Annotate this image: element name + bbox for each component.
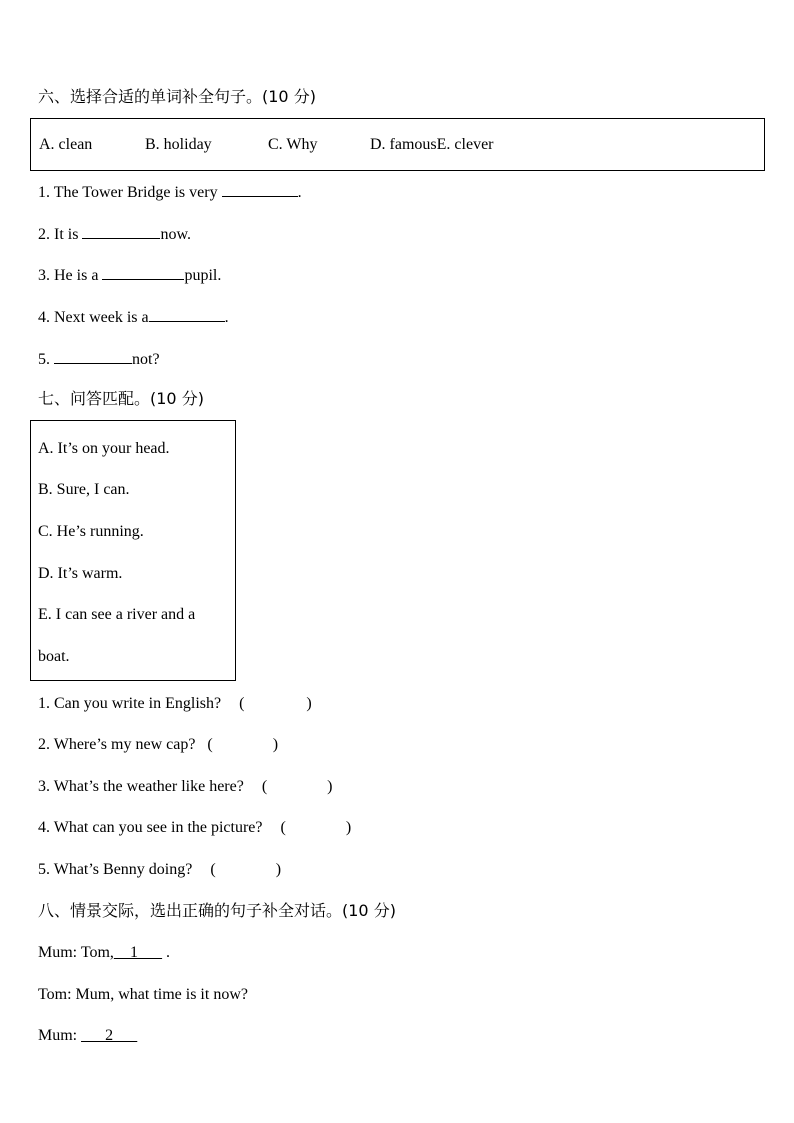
fill-question-2-text: 2. It is [38, 226, 83, 243]
fill-question-5-text: 5. [38, 351, 54, 368]
paren-open: ( [207, 736, 213, 753]
match-question-3-text: 3. What’s the weather like here? [38, 778, 244, 795]
fill-question-3-end: pupil. [184, 267, 222, 284]
paren-open: ( [239, 695, 245, 712]
paren-open: ( [280, 819, 286, 836]
word-option-d-e: D. famousE. clever [370, 136, 494, 153]
dialogue-blank-2[interactable]: ___2___ [81, 1027, 138, 1044]
section-8-heading: 八、情景交际，选出正确的句子补全对话。(10 分) [38, 901, 396, 920]
word-option-a: A. clean [39, 136, 93, 153]
answer-blank-2[interactable] [82, 224, 160, 239]
match-question-4 [38, 818, 351, 838]
paren-close: ) [275, 861, 282, 878]
dialogue-line-3-speaker: Mum: [38, 1027, 82, 1044]
match-question-2 [38, 735, 278, 755]
match-question-1 [38, 694, 312, 714]
answer-blank-4[interactable] [149, 307, 225, 322]
answer-blank-5[interactable] [54, 349, 132, 364]
section-7-heading: 七、问答匹配。(10 分) [38, 389, 204, 408]
answer-options-box [30, 420, 236, 681]
match-question-5 [38, 860, 281, 880]
answer-blank-1[interactable] [222, 182, 298, 197]
paren-close: ) [327, 778, 333, 795]
fill-question-4 [38, 307, 229, 328]
dialogue-line-1-end: . [161, 944, 170, 961]
match-question-2-text: 2. Where’s my new cap? [38, 736, 196, 753]
fill-question-1-text: 1. The Tower Bridge is very [38, 184, 222, 201]
answer-option-e-continued: boat. [38, 648, 70, 665]
fill-question-3 [38, 265, 221, 286]
answer-option-e: E. I can see a river and a [38, 606, 196, 623]
answer-option-d: D. It’s warm. [38, 565, 123, 582]
paren-open: ( [261, 778, 268, 795]
fill-question-1-end: . [297, 184, 302, 201]
fill-question-3-text: 3. He is a [38, 267, 103, 284]
fill-question-2-end: now. [160, 226, 191, 243]
word-option-c: C. Why [268, 136, 318, 153]
fill-question-1 [38, 182, 302, 203]
fill-question-5-end: not? [132, 351, 160, 368]
match-question-5-text: 5. What’s Benny doing? [38, 861, 193, 878]
fill-question-4-end: . [224, 309, 229, 326]
paren-close: ) [345, 819, 352, 836]
fill-question-4-text: 4. Next week is a [38, 309, 149, 326]
fill-question-2 [38, 224, 191, 245]
section-6-heading: 六、选择合适的单词补全句子。(10 分) [38, 87, 316, 106]
paren-open: ( [210, 861, 216, 878]
answer-blank-3[interactable] [102, 265, 184, 280]
match-question-3 [38, 777, 333, 797]
word-bank-box [30, 118, 765, 171]
paren-close: ) [272, 736, 279, 753]
answer-option-c: C. He’s running. [38, 523, 144, 540]
word-option-b: B. holiday [145, 136, 212, 153]
answer-option-a: A. It’s on your head. [38, 440, 170, 457]
match-question-1-text: 1. Can you write in English? [38, 695, 222, 712]
dialogue-line-3 [38, 1026, 137, 1046]
paren-close: ) [306, 695, 312, 712]
fill-question-5 [38, 349, 160, 370]
dialogue-line-1 [38, 943, 170, 963]
match-question-4-text: 4. What can you see in the picture? [38, 819, 263, 836]
dialogue-line-2: Tom: Mum, what time is it now? [38, 986, 248, 1003]
dialogue-blank-1[interactable]: __1___ [113, 944, 162, 961]
dialogue-line-1-speaker: Mum: Tom, [38, 944, 114, 961]
answer-option-b: B. Sure, I can. [38, 481, 130, 498]
